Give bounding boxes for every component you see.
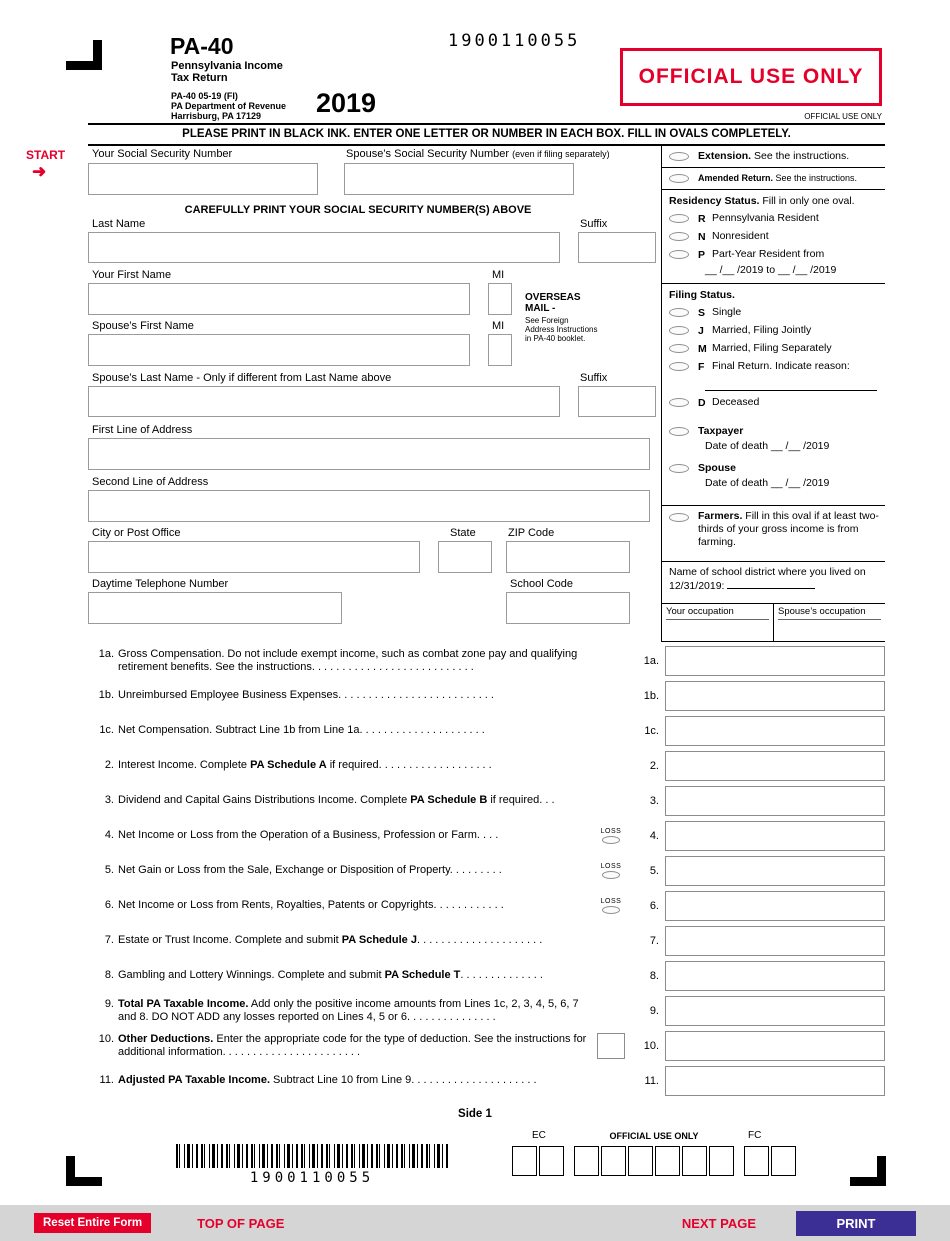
line-10-post: Enter the appropriate code for the type of deduction. See the instructions for additional information. [118, 1032, 587, 1058]
amended-return-label: Amended Return. [698, 173, 774, 183]
line-5-right-number: 5. [649, 865, 659, 877]
line-9-dots: . . . . . . . . . . . . . . [410, 1011, 496, 1023]
form-subtitle-line2: Tax Return [171, 72, 228, 84]
line-8-amount-box[interactable] [665, 961, 885, 991]
taxpayer-identity-section [88, 146, 660, 636]
filing-option-married-jointly [669, 324, 881, 337]
filing-final-return-code: F [698, 360, 705, 373]
line-row-11 [88, 1066, 885, 1096]
side-label: Side 1 [458, 1108, 492, 1120]
residency-status-section [662, 190, 885, 284]
spouse-occupation-label: Spouse’s occupation [778, 606, 881, 620]
line-11-bold: Adjusted PA Taxable Income. [118, 1074, 270, 1087]
line-1b-number: 1b. [98, 689, 114, 702]
line-3-dots: . . [542, 794, 555, 807]
line-6-amount-box[interactable] [665, 891, 885, 921]
line-1c-text [88, 724, 589, 738]
pdf-toolbar [0, 1205, 950, 1241]
line-row-9 [88, 996, 885, 1026]
line-10-number: 10. [98, 1032, 114, 1045]
amended-return-oval[interactable] [669, 174, 689, 183]
filing-final-return-label: Final Return. Indicate reason: [712, 360, 850, 372]
line-4-loss-indicator [601, 828, 622, 844]
filing-single-label: Single [712, 306, 742, 318]
line-7-post: . [416, 934, 421, 947]
line-9-bold: Total PA Taxable Income. [118, 997, 249, 1010]
line-6-pre: Net Income or Loss from Rents, Royalties, Patents or Copyrights. [118, 899, 437, 912]
residency-option-nonresident [669, 230, 881, 243]
deceased-label: Deceased [712, 396, 760, 408]
line-1c-amount-box[interactable] [665, 716, 885, 746]
first-name-input[interactable] [88, 283, 470, 315]
line-row-1a [88, 646, 885, 676]
line-8-text [88, 969, 589, 983]
official-use-caption: OFFICIAL USE ONLY [804, 112, 882, 121]
line-7-pre: Estate or Trust Income. Complete and submit [118, 934, 342, 947]
next-page-button[interactable]: NEXT PAGE [681, 1215, 756, 1231]
line-9-post: Add only the positive income amounts from Lines 1c, 2, 3, 4, 5, 6, 7 and 8. DO NOT ADD any losses reported on Lines 4, 5 or 6. [118, 997, 579, 1023]
line-8-right-number: 8. [649, 970, 659, 982]
spouse-first-name-input[interactable] [88, 334, 470, 366]
line-4-slot [589, 828, 633, 844]
official-use-box-3[interactable] [628, 1146, 653, 1176]
residency-status-heading [669, 195, 881, 207]
ssn-caption: CAREFULLY PRINT YOUR SOCIAL SECURITY NUMBER(S) ABOVE [184, 204, 532, 216]
overseas-note-line5: in PA-40 booklet. [525, 334, 586, 343]
line-5-amount-box[interactable] [665, 856, 885, 886]
line-8-dots: . . . . . . . . . . . . . [463, 969, 543, 982]
line-2-amount-box[interactable] [665, 751, 885, 781]
line-6-slot [589, 898, 633, 914]
line-1b-text [88, 689, 589, 703]
residency-nonresident-oval[interactable] [669, 232, 689, 241]
filing-option-final-return [669, 360, 881, 373]
occupation-section [662, 604, 885, 642]
filing-single-code: S [698, 306, 706, 319]
line-9-number: 9. [104, 997, 114, 1010]
fc-box-2[interactable] [771, 1146, 796, 1176]
extension-text: See the instructions. [751, 150, 850, 162]
phone-label: Daytime Telephone Number [92, 578, 229, 590]
line-10-slot [589, 1033, 633, 1059]
line-7-right-number: 7. [649, 935, 659, 947]
address2-input[interactable] [88, 490, 650, 522]
residency-part-year-code: P [698, 248, 706, 261]
status-panel [661, 146, 885, 642]
last-name-input[interactable] [88, 232, 560, 263]
line-6-loss-indicator [601, 898, 622, 914]
line-1b-dots: . . . . . . . . . . . . . . . . . . . . . . . . . [341, 689, 494, 702]
state-input[interactable] [438, 541, 492, 573]
line-row-1b [88, 681, 885, 711]
spouse-ssn-input[interactable] [344, 163, 574, 195]
line-11-right-number: 11. [644, 1075, 659, 1087]
farmers-section [662, 506, 885, 562]
school-code-input[interactable] [506, 592, 630, 624]
registration-mark-bottom-left-icon [66, 1156, 102, 1186]
official-use-only-box [620, 48, 882, 106]
school-district-block [669, 566, 881, 593]
amended-return-text: See the instructions. [773, 173, 858, 183]
line-10-bold: Other Deductions. [118, 1032, 214, 1045]
deceased-taxpayer-oval[interactable] [669, 427, 689, 436]
official-use-boxes [574, 1146, 734, 1176]
ec-boxes [512, 1146, 564, 1176]
line-4-loss-oval[interactable] [602, 836, 620, 844]
filing-status-heading [669, 289, 881, 301]
farmers-label: Farmers. [698, 510, 743, 522]
filing-married-jointly-oval[interactable] [669, 326, 689, 335]
fc-label: FC [748, 1130, 762, 1141]
your-ssn-label: Your Social Security Number [92, 148, 233, 160]
line-5-text [88, 864, 589, 878]
your-ssn-input[interactable] [88, 163, 318, 195]
reset-form-button[interactable]: Reset Entire Form [34, 1213, 151, 1233]
fc-box-1[interactable] [744, 1146, 769, 1176]
tax-year: 2019 [316, 88, 377, 118]
ec-label: EC [532, 1130, 546, 1141]
taxpayer-date-of-death: Date of death __ /__ /2019 [705, 440, 830, 452]
overseas-note-line4: Address Instructions [525, 325, 598, 334]
line-3-right-number: 3. [649, 795, 659, 807]
line-8-number: 8. [104, 969, 114, 982]
residency-option-part-year [669, 248, 881, 261]
deceased-spouse-oval[interactable] [669, 464, 689, 473]
line-6-text [88, 899, 589, 913]
line-2-post: if required. [326, 759, 382, 772]
barcode-text: 1900110055 [249, 1170, 375, 1186]
line-1a-right-number: 1a. [643, 655, 659, 667]
line-4-pre: Net Income or Loss from the Operation of a Business, Profession or Farm. [118, 829, 480, 842]
form-version: PA-40 05-19 (FI) [171, 91, 238, 101]
overseas-note-line3: See Foreign [525, 316, 569, 325]
filing-married-separately-code: M [698, 342, 707, 355]
line-9-right-number: 9. [649, 1005, 659, 1017]
line-4-number: 4. [104, 829, 114, 842]
official-use-grid-label: OFFICIAL USE ONLY [609, 1131, 699, 1141]
spouse-ssn-label [346, 148, 610, 160]
line-row-8 [88, 961, 885, 991]
filing-married-separately-label: Married, Filing Separately [712, 342, 832, 354]
official-use-box-2[interactable] [601, 1146, 626, 1176]
first-name-label: Your First Name [92, 269, 172, 281]
residency-nonresident-code: N [698, 230, 706, 243]
official-use-only-text: OFFICIAL USE ONLY [638, 65, 864, 88]
line-5-number: 5. [104, 864, 114, 877]
line-3-post: if required. [487, 794, 543, 807]
school-district-label: Name of school district where you lived on 12/31/2019: [669, 566, 866, 592]
top-of-page-button[interactable]: TOP OF PAGE [197, 1215, 285, 1231]
line-6-loss-label: LOSS [600, 898, 622, 905]
line-3-text [88, 794, 589, 808]
line-8-pre: Gambling and Lottery Winnings. Complete and submit [118, 969, 385, 982]
start-label: START [26, 148, 66, 162]
line-9-amount-box[interactable] [665, 996, 885, 1026]
line-row-3 [88, 786, 885, 816]
filing-final-return-oval[interactable] [669, 362, 689, 371]
filing-option-married-separately [669, 342, 881, 355]
filing-status-title: Filing Status. [669, 289, 735, 301]
line-7-text [88, 934, 589, 948]
line-1c-dots: . . . . . . . . . . . . . . . . . . . . [362, 724, 485, 737]
state-label: State [450, 527, 476, 539]
line-8-post: . [460, 969, 464, 982]
line-8-bold: PA Schedule T [384, 969, 461, 982]
print-button[interactable]: PRINT [796, 1211, 916, 1236]
address1-label: First Line of Address [92, 424, 193, 436]
spouse-suffix-input[interactable] [578, 386, 656, 417]
form-address: Harrisburg, PA 17129 [171, 111, 262, 121]
extension-label: Extension. [698, 150, 752, 162]
line-11-number: 11. [99, 1074, 114, 1087]
official-use-box-4[interactable] [655, 1146, 680, 1176]
address2-label: Second Line of Address [92, 476, 209, 488]
registration-mark-top-left-icon [66, 40, 102, 70]
line-3-pre: Dividend and Capital Gains Distributions Income. Complete [118, 794, 411, 807]
deceased-taxpayer-label: Taxpayer [698, 425, 744, 437]
form-version-block [171, 91, 286, 121]
line-6-loss-oval[interactable] [602, 906, 620, 914]
school-code-label: School Code [510, 578, 573, 590]
scanline-code: 1900110055 [448, 31, 581, 51]
line-1c-right-number: 1c. [644, 725, 659, 737]
line-1b-right-number: 1b. [643, 690, 659, 702]
filing-single-oval[interactable] [669, 308, 689, 317]
line-1a-text [88, 648, 589, 675]
line-2-number: 2. [104, 759, 114, 772]
instruction-bar: PLEASE PRINT IN BLACK INK. ENTER ONE LETTER OR NUMBER IN EACH BOX. FILL IN OVALS COMPLETELY. [88, 123, 885, 146]
filing-married-jointly-code: J [698, 324, 704, 337]
deceased-oval[interactable] [669, 398, 689, 407]
line-5-pre: Net Gain or Loss from the Sale, Exchange or Disposition of Property. [118, 864, 453, 877]
form-department: PA Department of Revenue [171, 101, 287, 111]
final-return-reason-line[interactable] [705, 383, 877, 391]
deceased-spouse-row [669, 462, 881, 475]
farmers-oval[interactable] [669, 513, 689, 522]
line-4-amount-box[interactable] [665, 821, 885, 851]
line-7-bold: PA Schedule J [341, 934, 417, 947]
line-11-post: Subtract Line 10 from Line 9. [270, 1074, 415, 1087]
line-10-right-number: 10. [643, 1040, 659, 1052]
income-lines-section [88, 646, 885, 1101]
line-2-right-number: 2. [649, 760, 659, 772]
official-use-box-5[interactable] [682, 1146, 707, 1176]
spouse-last-name-label: Spouse’s Last Name - Only if different from Last Name above [92, 372, 392, 384]
line-5-loss-label: LOSS [600, 863, 622, 870]
spouse-mi-input[interactable] [488, 334, 512, 366]
line-1a-amount-box[interactable] [665, 646, 885, 676]
line-10-amount-box[interactable] [665, 1031, 885, 1061]
form-title: PA-40 [170, 33, 234, 59]
line-5-loss-oval[interactable] [602, 871, 620, 879]
ec-box-1[interactable] [512, 1146, 537, 1176]
city-label: City or Post Office [92, 527, 181, 539]
extension-section [662, 146, 885, 168]
deceased-taxpayer-row [669, 425, 881, 438]
residency-resident-code: R [698, 212, 706, 225]
your-occupation-cell[interactable] [662, 604, 773, 641]
school-district-input-line[interactable] [727, 579, 815, 589]
line-row-7 [88, 926, 885, 956]
line-4-right-number: 4. [649, 830, 659, 842]
line-11-amount-box[interactable] [665, 1066, 885, 1096]
amended-return-section [662, 168, 885, 190]
line-1a-number: 1a. [98, 647, 114, 660]
residency-part-year-oval[interactable] [669, 250, 689, 259]
line-6-right-number: 6. [649, 900, 659, 912]
residency-resident-oval[interactable] [669, 214, 689, 223]
filing-option-single [669, 306, 881, 319]
spouse-ssn-label-text: Spouse’s Social Security Number [346, 148, 510, 160]
line-1b-pre: Unreimbursed Employee Business Expenses. [118, 689, 342, 702]
line-3-bold: PA Schedule B [410, 794, 488, 807]
school-district-section [662, 562, 885, 604]
line-row-5 [88, 856, 885, 886]
line-1c-pre: Net Compensation. Subtract Line 1b from Line 1a. [118, 724, 363, 737]
deceased-spouse-label: Spouse [698, 462, 736, 474]
residency-status-title: Residency Status. [669, 195, 760, 207]
line-5-loss-indicator [601, 863, 622, 879]
residency-nonresident-label: Nonresident [712, 230, 769, 242]
zip-input[interactable] [506, 541, 630, 573]
filing-married-jointly-label: Married, Filing Jointly [712, 324, 812, 336]
line-11-dots: . . . . . . . . . . . . . . . . . . . . [414, 1074, 537, 1087]
line-2-dots: . . . . . . . . . . . . . . . . . . [381, 759, 492, 772]
your-occupation-label: Your occupation [666, 606, 769, 620]
filing-status-section [662, 284, 885, 506]
registration-mark-bottom-right-icon [850, 1156, 886, 1186]
residency-option-resident [669, 212, 881, 225]
farmers-text: Fill in this oval if at least two-thirds of your gross income is from farming. [698, 510, 879, 548]
city-input[interactable] [88, 541, 420, 573]
line-2-pre: Interest Income. Complete [118, 759, 251, 772]
line-2-text [88, 759, 589, 773]
suffix-label: Suffix [580, 218, 608, 230]
official-use-box-1[interactable] [574, 1146, 599, 1176]
filing-married-separately-oval[interactable] [669, 344, 689, 353]
line-1a-dots: . . . . . . . . . . . . . . . . . . . . . . . . . . [314, 661, 474, 673]
suffix-input[interactable] [578, 232, 656, 263]
line-11-text [88, 1074, 589, 1088]
form-subtitle-line1: Pennsylvania Income [171, 60, 283, 72]
form-subtitle [171, 60, 283, 84]
line-7-dots: . . . . . . . . . . . . . . . . . . . . [420, 934, 543, 947]
start-arrow-icon: ➜ [32, 162, 47, 181]
overseas-note-line1: OVERSEAS [525, 292, 581, 303]
ec-box-2[interactable] [539, 1146, 564, 1176]
line-1b-amount-box[interactable] [665, 681, 885, 711]
line-5-dots: . . . . . . . . [452, 864, 502, 877]
line-2-bold: PA Schedule A [250, 759, 327, 772]
line-row-6 [88, 891, 885, 921]
overseas-note-line2: MAIL - [525, 303, 556, 314]
line-row-10 [88, 1031, 885, 1061]
line-3-number: 3. [104, 794, 114, 807]
mi-input[interactable] [488, 283, 512, 315]
mi-label: MI [492, 269, 505, 281]
line-row-2 [88, 751, 885, 781]
line-3-amount-box[interactable] [665, 786, 885, 816]
residency-status-note: Fill in only one oval. [759, 195, 855, 207]
spouse-date-of-death: Date of death __ /__ /2019 [705, 477, 830, 489]
residency-resident-label: Pennsylvania Resident [712, 212, 819, 224]
line-9-text [88, 998, 589, 1025]
official-use-box-6[interactable] [709, 1146, 734, 1176]
extension-oval[interactable] [669, 152, 689, 161]
spouse-first-name-label: Spouse’s First Name [92, 320, 194, 332]
spouse-occupation-cell[interactable] [773, 604, 885, 641]
line-6-dots: . . . . . . . . . . . [436, 899, 504, 912]
line-row-1c [88, 716, 885, 746]
line-6-number: 6. [104, 899, 114, 912]
line-row-4 [88, 821, 885, 851]
last-name-label: Last Name [92, 218, 146, 230]
deceased-code: D [698, 396, 706, 409]
spouse-mi-label: MI [492, 320, 505, 332]
line-10-text [88, 1033, 589, 1060]
line-10-dots: . . . . . . . . . . . . . . . . . . . . . . [225, 1046, 361, 1058]
line-4-text [88, 829, 589, 843]
line-1c-number: 1c. [99, 724, 114, 737]
phone-input[interactable] [88, 592, 342, 624]
line-7-amount-box[interactable] [665, 926, 885, 956]
residency-part-year-label: Part-Year Resident from [712, 248, 825, 260]
line-4-dots: . . . [479, 829, 499, 842]
spouse-ssn-note: (even if filing separately) [512, 149, 610, 159]
line-4-loss-label: LOSS [600, 828, 622, 835]
line-1a-pre: Gross Compensation. Do not include exempt income, such as combat zone pay and qualifying retirement benefits. See the instructions. [118, 647, 578, 673]
filing-option-deceased [669, 396, 881, 409]
line-5-slot [589, 863, 633, 879]
line-7-number: 7. [104, 934, 114, 947]
barcode [176, 1144, 448, 1168]
official-use-grid [512, 1130, 802, 1182]
zip-label: ZIP Code [508, 527, 555, 539]
spouse-last-name-input[interactable] [88, 386, 560, 417]
overseas-mail-note [525, 292, 655, 343]
line-10-deduction-code-box[interactable] [597, 1033, 625, 1059]
address1-input[interactable] [88, 438, 650, 470]
part-year-dates: __ /__ /2019 to __ /__ /2019 [705, 264, 837, 276]
fc-boxes [744, 1146, 796, 1176]
spouse-suffix-label: Suffix [580, 372, 608, 384]
